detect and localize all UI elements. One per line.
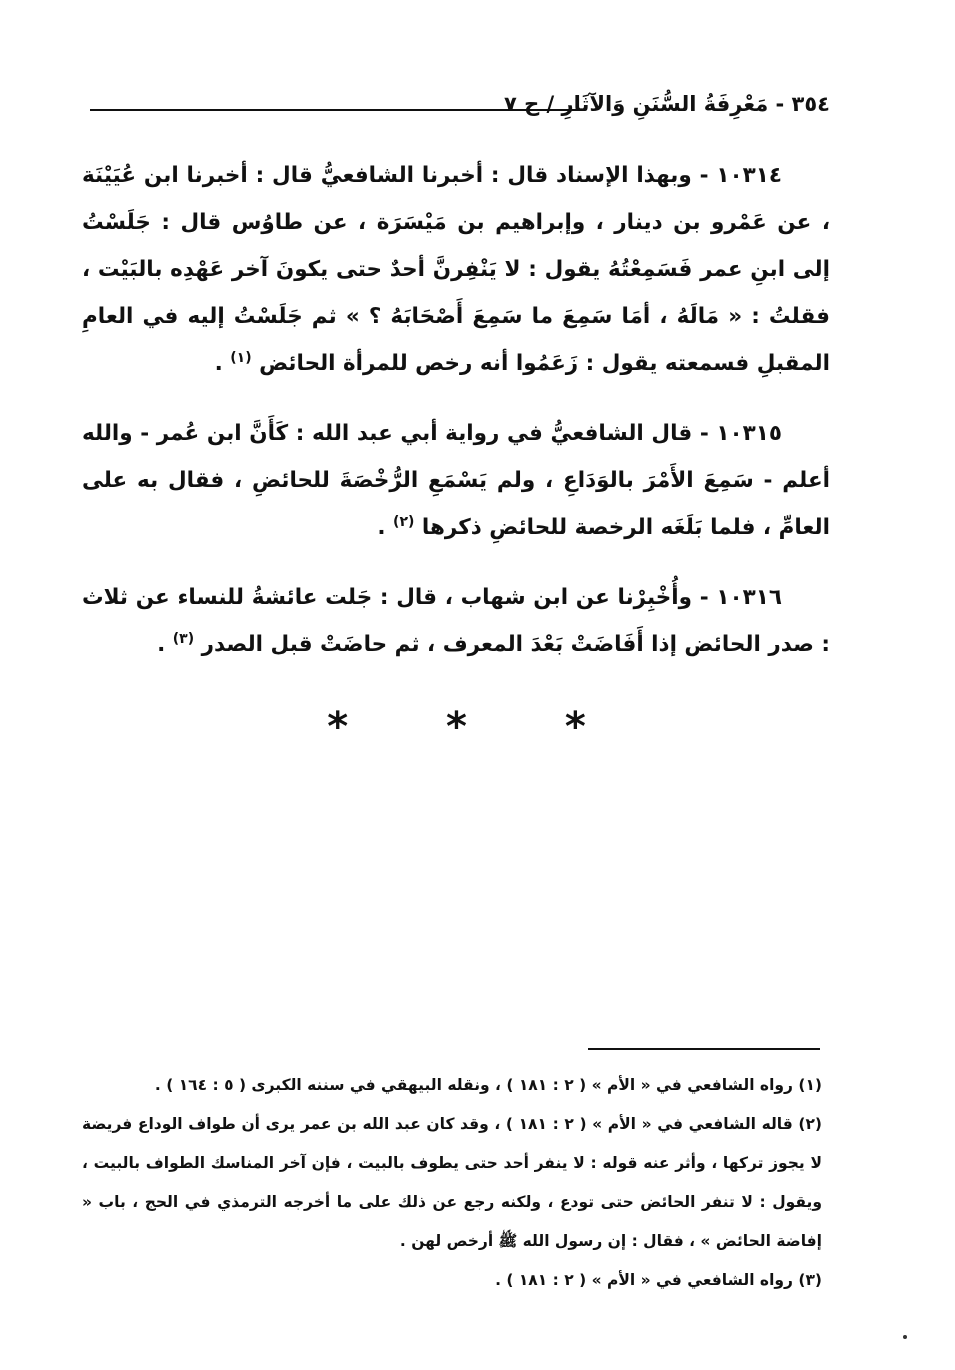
paragraph-end: .	[157, 632, 173, 657]
footnote-ref-3[interactable]: (٣)	[172, 630, 195, 647]
paragraph-10314	[82, 152, 830, 387]
scan-speck	[903, 1335, 907, 1339]
paragraph-end: .	[377, 515, 394, 540]
paragraph-end: .	[214, 351, 231, 376]
footnote-1: (١) رواه الشافعي في « الأم » ( ٢ : ١٨١ ) ، ونقله البيهقي في سننه الكبرى ( ٥ : ١٦٤ ) .	[154, 1076, 822, 1094]
running-head: ٣٥٤ - مَعْرِفَةُ السُّنَنِ وَالآثَارِ / ج ٧	[503, 92, 830, 116]
paragraph-10315	[82, 410, 830, 551]
footnote-rule	[588, 1048, 820, 1050]
paragraph-text: ١٠٣١٦ - وأُخْبِرْنا عن ابن شهاب ، قال : جَلت عائشةُ للنساء عن ثلاث : صدر الحائض إذا أَفَاضَتْ بَعْدَ المعرف ، ثم حاضَتْ قبل الصدر	[82, 585, 830, 657]
footnote-ref-2[interactable]: (٢)	[393, 513, 415, 530]
paragraph-text: ١٠٣١٥ - قال الشافعيُّ في رواية أبي عبد الله : كَأَنَّ ابن عُمر - والله أعلم - سَمِعَ الأَمْرَ بالوَدَاعِ ، ولم يَسْمَعِ الرُّخْصَةَ للحائضِ ، فقال به على العامِّ ، فلما بَلَغَه الرخصة للحائضِ ذكرها	[82, 421, 830, 540]
main-text	[82, 152, 830, 691]
footnote-ref-1[interactable]: (١)	[230, 349, 252, 366]
paragraph-10316	[82, 574, 830, 668]
paragraph-text: ١٠٣١٤ - وبهذا الإسناد قال : أخبرنا الشافعيُّ قال : أخبرنا ابن عُيَيْنَة ، عن عَمْرو بن دينار ، وإبراهيم بن مَيْسَرَة ، عن طاوُس قال : جَلَسْتُ إلى ابنِ عمر فَسَمِعْتُهُ يقول : لا يَنْفِرنَّ أحدٌ حتى يكونَ آخر عَهْدِه بالبَيْت ، فقلتُ : « مَالَهُ ، أمَا سَمِعَ ما سَمِعَ أَصْحَابَهُ ؟ » ثم جَلَسْتُ إليه في العامِ المقبلِ فسمعته يقول : زَعَمُوا أنه رخص للمرأة الحائض	[82, 163, 830, 376]
footnote-3: (٣) رواه الشافعي في « الأم » ( ٢ : ١٨١ ) .	[495, 1271, 822, 1289]
footnote-2: (٢) قاله الشافعي في « الأم » ( ٢ : ١٨١ ) ، وقد كان عبد الله بن عمر يرى أن طواف الوداع فريضة لا يجوز تركها ، وأثر عنه قوله : لا ينفر أحد حتى يطوف بالبيت ، فإن آخر المناسك الطواف بالبيت ، ويقول : لا تنفر الحائض حتى تودع ، ولكنه رجع عن ذلك على ما أخرجه الترمذي في الحج ، باب « إفاضة الحائض » ، فقال : إن رسول الله ﷺ أرخص لهن .	[82, 1115, 823, 1250]
section-separator: * * *	[327, 704, 628, 750]
page-header	[90, 92, 830, 132]
header-rule	[90, 109, 580, 111]
footnotes	[82, 1066, 822, 1300]
